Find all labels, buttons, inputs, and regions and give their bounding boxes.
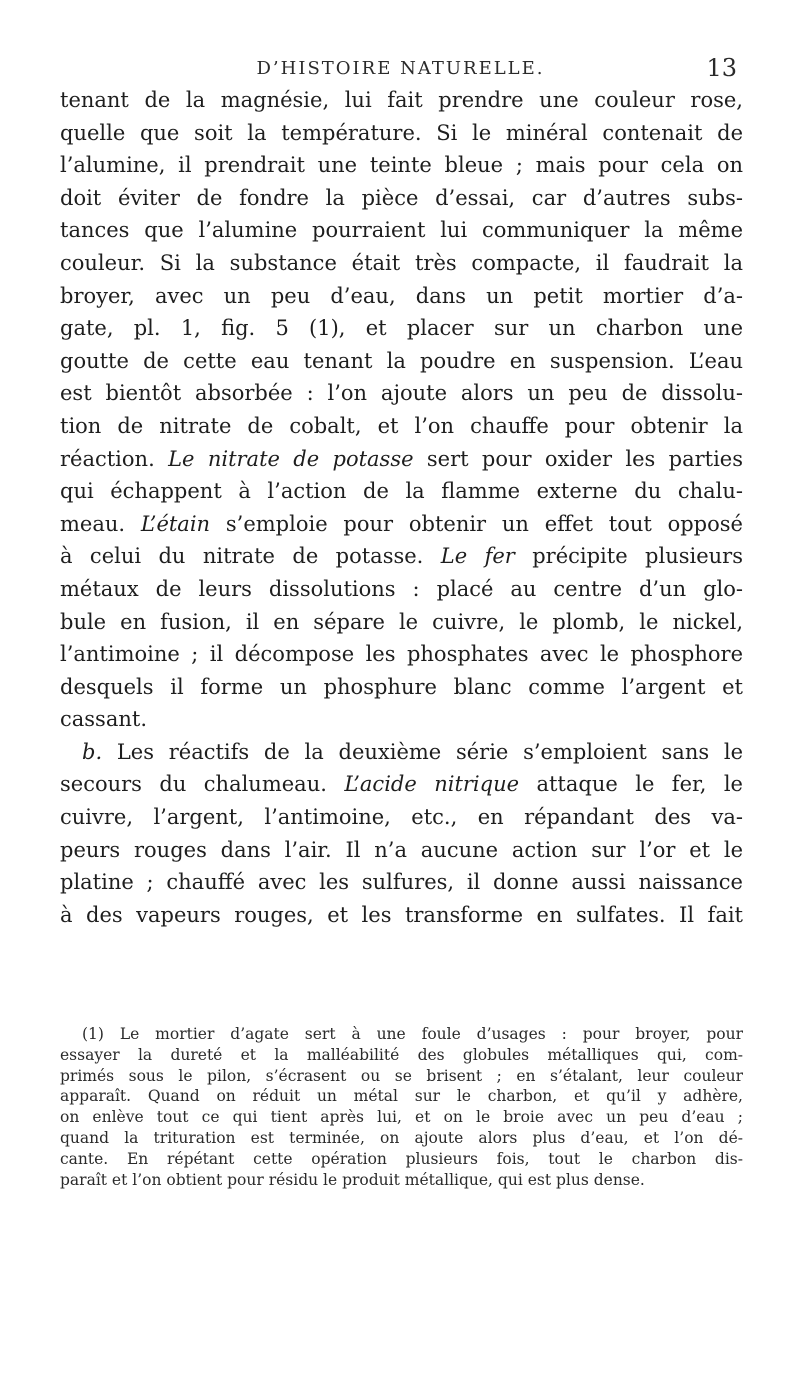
text-line (60, 671, 743, 704)
text-line (60, 834, 743, 867)
text-run: broyer, avec un peu d’eau, dans un petit mortier d’a- (60, 283, 743, 308)
text-run: tenant de la magnésie, lui fait prendre une couleur rose, (60, 88, 743, 112)
page-number: 13 (706, 54, 737, 82)
text-run: (1) Le mortier d’agate sert à une foule d’usages : pour broyer, pour (82, 1025, 743, 1043)
italic-term: Le nitrate de potasse (168, 446, 414, 471)
text-run: qui échappent à l’action de la flamme externe du chalu- (60, 479, 743, 504)
text-line (60, 768, 743, 801)
running-title: D’HISTOIRE NATURELLE. (256, 58, 545, 79)
text-line (60, 638, 743, 671)
italic-term: Le fer (440, 544, 515, 569)
text-line (60, 899, 743, 932)
text-run: quand la trituration est terminée, on ajoute alors plus d’eau, et l’on dé- (60, 1128, 743, 1147)
text-line (60, 182, 743, 215)
text-line (60, 736, 743, 769)
text-run: sert pour oxider les parties (413, 446, 743, 471)
footnote-line (60, 1086, 743, 1107)
text-line (60, 606, 743, 639)
text-line (60, 117, 743, 150)
text-run: goutte de cette eau tenant la poudre en suspension. L’eau (60, 348, 743, 373)
footnotes (60, 1024, 743, 1190)
text-line (60, 573, 743, 606)
text-run: paraît et l’on obtient pour résidu le produit métallique, qui est plus dense. (60, 1170, 645, 1189)
text-line (60, 866, 743, 899)
text-line (60, 443, 743, 476)
footnote-line (60, 1066, 743, 1087)
text-run: l’alumine, il prendrait une teinte bleue ; mais pour cela on (60, 153, 743, 178)
text-run: à des vapeurs rouges, et les transforme en sulfates. Il fait (60, 902, 743, 927)
text-run: couleur. Si la substance était très compacte, il faudrait la (60, 250, 743, 275)
text-run: apparaît. Quand on réduit un métal sur le charbon, et qu’il y adhère, (60, 1087, 743, 1106)
text-run: peurs rouges dans l’air. Il n’a aucune action sur l’or et le (60, 837, 743, 862)
text-run: gate, pl. 1, fig. 5 (1), et placer sur un charbon une (60, 316, 743, 341)
text-run: meau. (60, 511, 141, 536)
text-line (60, 312, 743, 345)
text-run: s’emploie pour obtenir un effet tout opposé (210, 511, 743, 536)
text-run: desquels il forme un phosphure blanc comme l’argent et (60, 674, 743, 699)
body-text (60, 84, 743, 931)
text-run: cassant. (60, 707, 147, 732)
text-line (60, 280, 743, 313)
text-run: tances que l’alumine pourraient lui communiquer la même (60, 218, 743, 243)
text-run: cante. En répétant cette opération plusieurs fois, tout le charbon dis- (60, 1149, 743, 1168)
text-run: Les réactifs de la deuxième série s’emploient sans le (102, 739, 743, 764)
footnote-line (60, 1149, 743, 1170)
text-run: quelle que soit la température. Si le minéral contenait de (60, 120, 743, 145)
text-line (60, 149, 743, 182)
text-run: primés sous le pilon, s’écrasent ou se brisent ; en s’étalant, leur couleur (60, 1066, 743, 1085)
italic-term: b. (82, 739, 103, 764)
text-run: à celui du nitrate de potasse. (60, 544, 441, 569)
text-line (60, 540, 743, 573)
text-run: attaque le fer, le (519, 772, 743, 797)
text-line (60, 345, 743, 378)
text-line (60, 214, 743, 247)
text-run: métaux de leurs dissolutions : placé au centre d’un glo- (60, 576, 743, 601)
text-line (60, 410, 743, 443)
text-run: essayer la dureté et la malléabilité des globules métalliques qui, com- (60, 1045, 743, 1064)
text-line (60, 703, 743, 736)
text-line (60, 84, 743, 117)
text-run: est bientôt absorbée : l’on ajoute alors un peu de dissolu- (60, 381, 743, 406)
footnote-line (60, 1170, 743, 1191)
footnote-line (60, 1024, 743, 1045)
text-line (60, 508, 743, 541)
text-run: platine ; chauffé avec les sulfures, il donne aussi naissance (60, 870, 743, 895)
footnote-line (60, 1128, 743, 1149)
text-line (60, 377, 743, 410)
text-line (60, 247, 743, 280)
text-run: tion de nitrate de cobalt, et l’on chauffe pour obtenir la (60, 413, 743, 438)
footnote-line (60, 1045, 743, 1066)
text-run: réaction. (60, 446, 169, 471)
italic-term: L’acide nitrique (344, 772, 520, 797)
text-run: on enlève tout ce qui tient après lui, et on le broie avec un peu d’eau ; (60, 1108, 743, 1127)
text-line (60, 475, 743, 508)
footnote-line (60, 1107, 743, 1128)
text-run: doit éviter de fondre la pièce d’essai, car d’autres subs- (60, 185, 743, 210)
text-run: l’antimoine ; il décompose les phosphates avec le phosphore (60, 642, 743, 667)
text-run: cuivre, l’argent, l’antimoine, etc., en répandant des va- (60, 805, 743, 830)
text-run: bule en fusion, il en sépare le cuivre, le plomb, le nickel, (60, 609, 743, 634)
text-run: précipite plusieurs (514, 544, 743, 569)
text-run: secours du chalumeau. (60, 772, 345, 797)
italic-term: L’étain (140, 511, 211, 536)
text-line (60, 801, 743, 834)
